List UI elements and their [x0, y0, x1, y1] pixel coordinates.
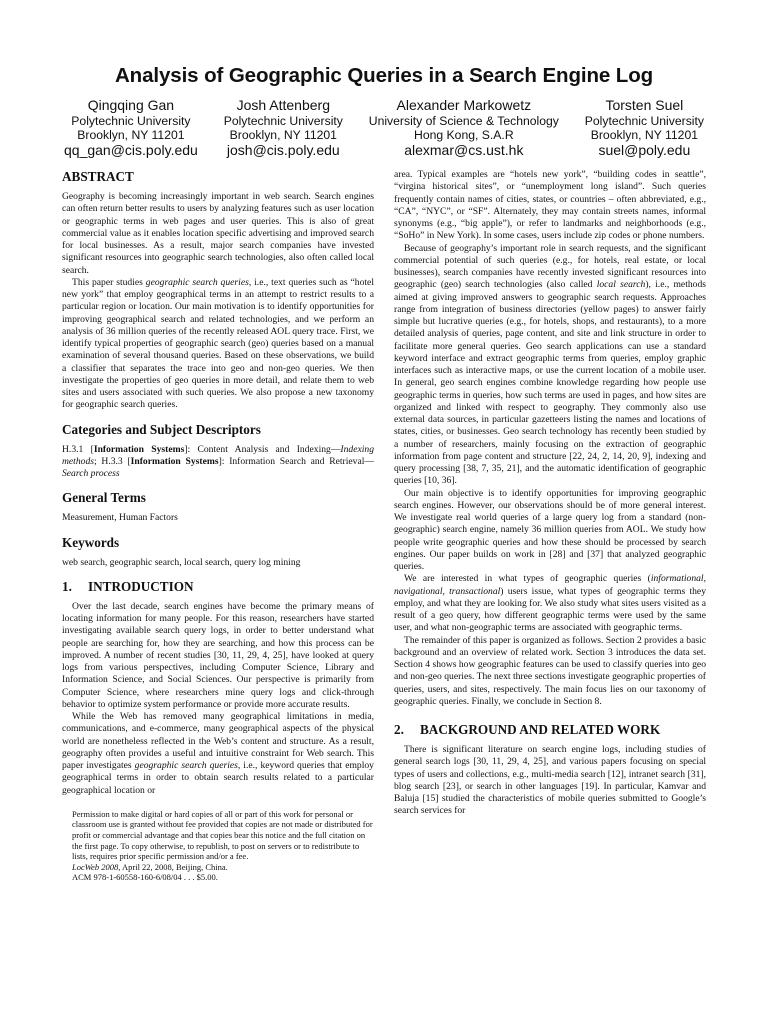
- author-location: Brooklyn, NY 11201: [77, 128, 185, 142]
- text-run: ), i.e., methods aimed at giving improved answers to geographic search requests. Approaches range from integration of business directories (yellow pages) to answer fairly simple but lucrative queries (e.g., for hotels, shops, and restaurants), to a more detailed analysis of queries, page content, and site and link structure in order to facilitate more general queries. Geo search applications can use a standard keyword interface and extract geographic terms from queries, employ graphic interfaces such as interactive maps, or use the current location of a mobile user. In general, geo search engines combine knowledge regarding how people use geographic terms in queries, how such terms are used in pages, and how sites are organized and linked with respect to geography. They commonly also use external data sources, in particular gazetteers listing the names and locations of states, cities, or businesses. Geo search technology has recently been studied by a number of researchers, mainly focusing on the extraction of geographic information from page content and structure [22, 24, 2, 14, 20, 9], indexing and query processing [38, 7, 35, 21], and the automatic identification of geographic queries [10, 36].: [394, 279, 706, 487]
- emphasis: Search process: [62, 468, 120, 479]
- author-name: Josh Attenberg: [236, 97, 330, 113]
- author-affiliation: Polytechnic University: [71, 114, 191, 128]
- author-affiliation: Polytechnic University: [223, 114, 343, 128]
- bold-run: Information Systems: [130, 455, 219, 467]
- background-heading: [394, 722, 706, 738]
- permission-text: Permission to make digital or hard copies of all or part of this work for personal or classroom use is granted without fee provided that copies are not made or distributed for profit or commercial advantage and that copies bear this notice and the full citation on the first page. To copy otherwise, to republish, to post on servers or to redistribute to lists, requires prior specific permission and/or a fee.: [72, 808, 373, 862]
- abstract-paragraph: [62, 277, 374, 412]
- author-1: [64, 97, 198, 159]
- introduction-paragraph: Over the last decade, search engines have become the primary means of locating information for many people. For this reason, researchers have started investigating available search query logs, in order to better understand what people are searching for, how they are searching, and how this process can be improved. A number of recent studies [30, 11, 29, 4, 25], have looked at query logs from various perspectives, including Computer Science, Library and Information Science, and Social Sciences. Our perspective is primarily from Computer Science, where researchers mine query logs and click-through behavior to optimize system performance or provide more accurate results.: [62, 600, 374, 710]
- emphasis: informational, navigational, transactional: [394, 573, 706, 597]
- author-block: [62, 97, 706, 159]
- bold-run: Information Systems: [93, 443, 185, 455]
- text-run: ]: Content Analysis and Indexing—: [184, 443, 341, 455]
- author-location: Brooklyn, NY 11201: [590, 128, 699, 142]
- body-paragraph: [394, 243, 706, 488]
- emphasis: Indexing methods: [62, 443, 374, 467]
- conference-details: , April 22, 2008, Beijing, China.: [118, 861, 228, 872]
- author-location: Hong Kong, S.A.R: [414, 128, 514, 142]
- text-run: Because of geography’s important role in search requests, and the significant commercial potential of such queries (e.g., for hotels, real estate, or local businesses), search companies have recently invested significant resources into geographic (geo) search technologies (also called: [394, 242, 706, 291]
- section-title: INTRODUCTION: [88, 578, 194, 594]
- section-number: 1.: [62, 578, 72, 594]
- introduction-heading: [62, 579, 374, 595]
- text-run: , i.e., keyword queries that employ geographical terms in order to obtain search results related to a particular geographical location or: [62, 760, 374, 796]
- paper-title: Analysis of Geographic Queries in a Search Engine Log: [114, 64, 654, 87]
- emphasis: geographic search queries: [145, 276, 249, 288]
- emphasis: geographic search queries: [134, 760, 238, 771]
- general-terms-text: Measurement, Human Factors: [62, 512, 178, 524]
- author-affiliation: Polytechnic University: [584, 114, 704, 128]
- author-email: alexmar@cs.ust.hk: [404, 142, 524, 158]
- text-run: We are interested in what types of geographic queries (: [404, 573, 651, 585]
- text-run: This paper studies: [72, 276, 146, 288]
- author-email: suel@poly.edu: [598, 142, 691, 158]
- text-run: H.3.1 [: [62, 443, 94, 455]
- text-run: While the Web has removed many geographical limitations in media, communications, and e-commerce, many geographical aspects of the physical world are nonetheless reflected in the Web’s content and structure. As a result, geography often provides a useful and intuitive constraint for Web search. This paper investigates: [62, 711, 374, 771]
- text-run: , i.e., text queries such as “hotel new york” that employ geographical terms in an attempt to restrict results to a particular region or location. Our main motivation is to identify opportunities for improving geographical search and related technologies, and we perform an analysis of 36 million queries of the recently released AOL query trace. First, we identify typical properties of geographic search (geo) queries based on a manual examination of several thousand queries. Based on these observations, we build a classifier that separates the trace into geo and non-geo queries. We then investigate the properties of geo queries in more detail, and relate them to web sites and users associated with such queries. We also propose a new taxonomy for geographic search queries.: [62, 276, 374, 411]
- body-paragraph: The remainder of this paper is organized as follows. Section 2 provides a basic background and an overview of related work. Section 3 introduces the data set. Section 4 shows how geographic features can be used to classify queries into geo and non-geo queries. The next three sections investigate geographic properties of queries, users, and sites, respectively. The main focus lies on our taxonomy of geographic queries. Finally, we conclude in Section 8.: [394, 634, 706, 707]
- acm-line: ACM 978-1-60558-160-6/08/04 . . . $5.00.: [72, 872, 218, 883]
- text-run: ; H.3.3 [: [93, 455, 131, 467]
- body-paragraph: area. Typical examples are “hotels new york”, “building codes in seattle”, “virgina historical sites”, or “unemployment long island”. Such queries frequently contain names of cities, states, or countries – often abbreviated, e.g., “CA”, “NYC”, or “SF”. Alternately, they may contain streets names, informal synonyms (e.g., “big apple”), or refer to landmarks and neighborhoods (e.g., “SoHo” in New York). In some cases, users include zip codes or phone numbers.: [394, 169, 706, 242]
- keywords-text: web search, geographic search, local search, query log mining: [62, 556, 301, 568]
- author-affiliation: University of Science & Technology: [368, 114, 559, 128]
- text-run: ]: Information Search and Retrieval—: [218, 455, 374, 467]
- author-2: [224, 97, 343, 159]
- categories-heading: Categories and Subject Descriptors: [62, 421, 261, 437]
- left-column: [62, 169, 374, 883]
- right-column: [394, 169, 706, 883]
- section-title: BACKGROUND AND RELATED WORK: [420, 722, 661, 737]
- body-paragraph: [394, 573, 706, 634]
- author-name: Alexander Markowetz: [396, 97, 532, 113]
- body-columns: [62, 169, 706, 883]
- introduction-paragraph: [62, 711, 374, 797]
- author-email: josh@cis.poly.edu: [226, 142, 340, 158]
- author-name: Torsten Suel: [605, 97, 684, 113]
- conference-line: [72, 862, 374, 873]
- section-number: 2.: [394, 722, 404, 737]
- body-paragraph: There is significant literature on search engine logs, including studies of general search logs [30, 11, 29, 4, 25], and various papers focusing on special types of users and collections, e.g., multi-media search [12], intranet search [31], blog search [23], or search in other languages [19]. In particular, Kamvar and Baluja [15] studied the characteristics of mobile queries submitted to Google’s search services for: [394, 744, 706, 817]
- author-3: [369, 97, 559, 159]
- abstract-paragraph: Geography is becoming increasingly important in web search. Search engines can often return better results to users by analyzing features such as user location or geographic terms in web pages and user queries. This is also of great commercial value as it enables location specific advertising and improved search for local businesses. As a result, major search companies have invested significant resources into geographic search technologies, also often called local search.: [62, 191, 374, 276]
- author-email: qq_gan@cis.poly.edu: [64, 142, 198, 158]
- author-name: Qingqing Gan: [87, 97, 175, 113]
- keywords-heading: Keywords: [62, 534, 120, 550]
- body-paragraph: Our main objective is to identify opportunities for improving geographic search engines. However, our observations should be of more general interest. We investigate real world queries of a large query log from a standard (non-geographic) search engine, namely 36 million queries from AOL. We study how people write geographic queries and how these should be processed by search engines. Our paper builds on work in [28] and [37] that analyzed geographic queries.: [394, 487, 706, 572]
- text-run: ) users issue, what types of geographic terms they employ, and what they are looking for. We also study what sites users visited as a result of a geo query, how different geographic terms were used by the same user, and what non-geographic terms are associated with geographic terms.: [394, 585, 706, 634]
- categories-text: [62, 444, 374, 481]
- author-4: [585, 97, 704, 159]
- general-terms-heading: General Terms: [62, 490, 146, 506]
- conference-name: LocWeb 2008: [72, 861, 119, 872]
- author-location: Brooklyn, NY 11201: [229, 128, 337, 142]
- permission-notice: [62, 803, 374, 883]
- abstract-heading: ABSTRACT: [62, 169, 134, 184]
- emphasis: local search: [596, 279, 646, 291]
